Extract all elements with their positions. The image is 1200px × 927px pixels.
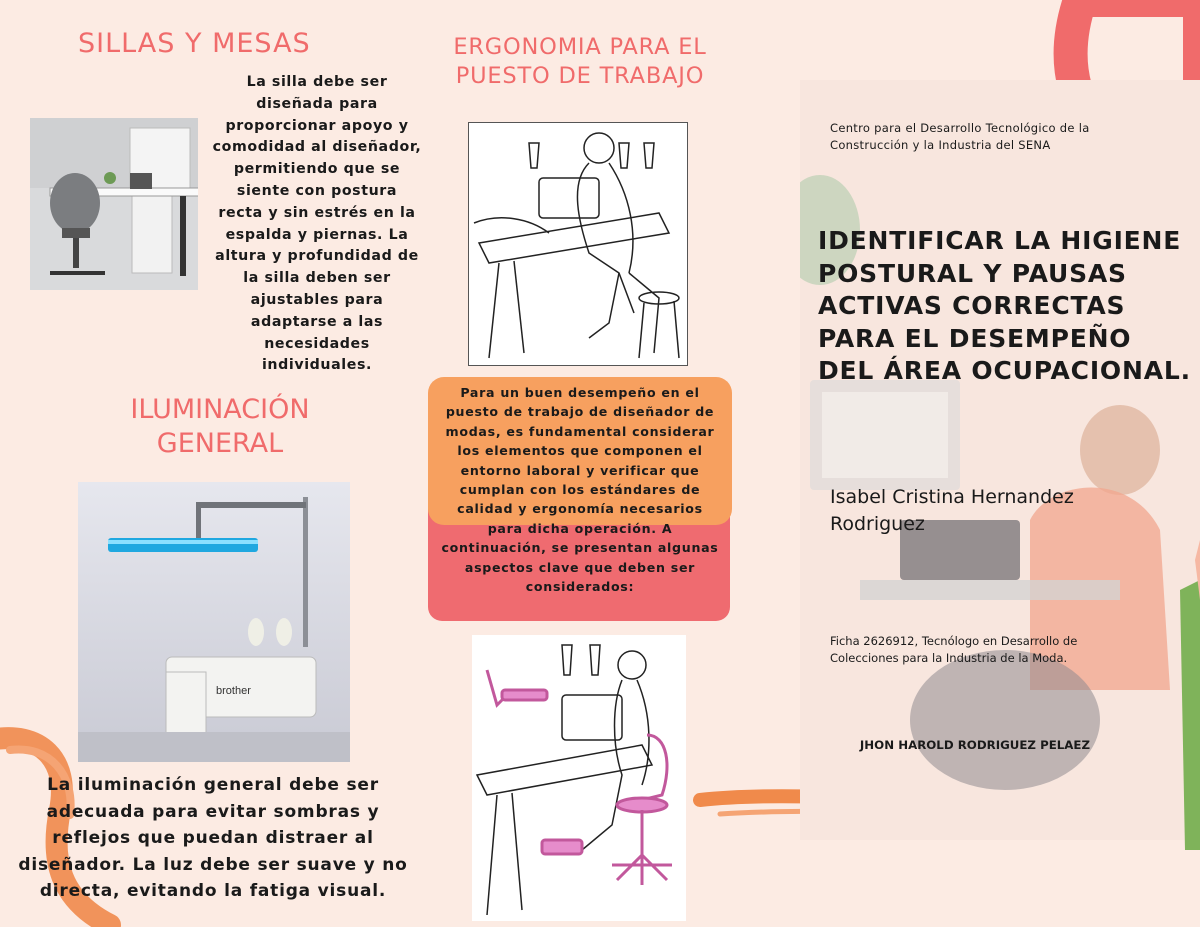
institution-name: Centro para el Desarrollo Tecnológico de la Construcción y la Industria del SENA <box>830 121 1090 152</box>
instructor-name: JHON HAROLD RODRIGUEZ PELAEZ <box>859 738 1091 752</box>
office-desk-photo <box>30 118 198 290</box>
ergonomia-title: ERGONOMIA PARA EL PUESTO DE TRABAJO <box>453 34 707 89</box>
seamstress-sketch-2 <box>472 635 686 921</box>
sillas-y-mesas-title: SILLAS Y MESAS <box>78 28 311 59</box>
author-name: Isabel Cristina Hernandez Rodriguez <box>830 486 1074 535</box>
ergonomia-intro-text: Para un buen desempeño en el puesto de trabajo de diseñador de modas, es fundamental considerar los elementos que componen el entorno laboral y verificar que cumplan con los estándares de calidad y ergonomía necesarios para dicha operación. A continuación, se presentan algunas aspectos clave que deben ser considerados: <box>441 385 719 595</box>
sewing-machine-lamp-photo <box>78 482 350 762</box>
brother-logo-text: brother <box>216 685 251 697</box>
course-ficha: Ficha 2626912, Tecnólogo en Desarrollo de Colecciones para la Industria de la Moda. <box>830 634 1078 665</box>
iluminacion-general-title: ILUMINACIÓN GENERAL <box>130 394 310 459</box>
iluminacion-description: La iluminación general debe ser adecuada para evitar sombras y reflejos que puedan distraer al diseñador. La luz debe ser suave y no directa, evitando la fatiga visual. <box>18 775 408 901</box>
brochure-main-title: IDENTIFICAR LA HIGIENE POSTURAL Y PAUSAS ACTIVAS CORRECTAS PARA EL DESEMPEÑO DEL ÁREA OCUPACIONAL. <box>818 226 1191 386</box>
sillas-description: La silla debe ser diseñada para proporcionar apoyo y comodidad al diseñador, permitiendo que se siente con postura recta y sin estrés en la espalda y piernas. La altura y profundidad de la silla deben ser ajustables para adaptarse a las necesidades individuales. <box>212 74 422 374</box>
seamstress-sketch-1 <box>468 122 688 366</box>
